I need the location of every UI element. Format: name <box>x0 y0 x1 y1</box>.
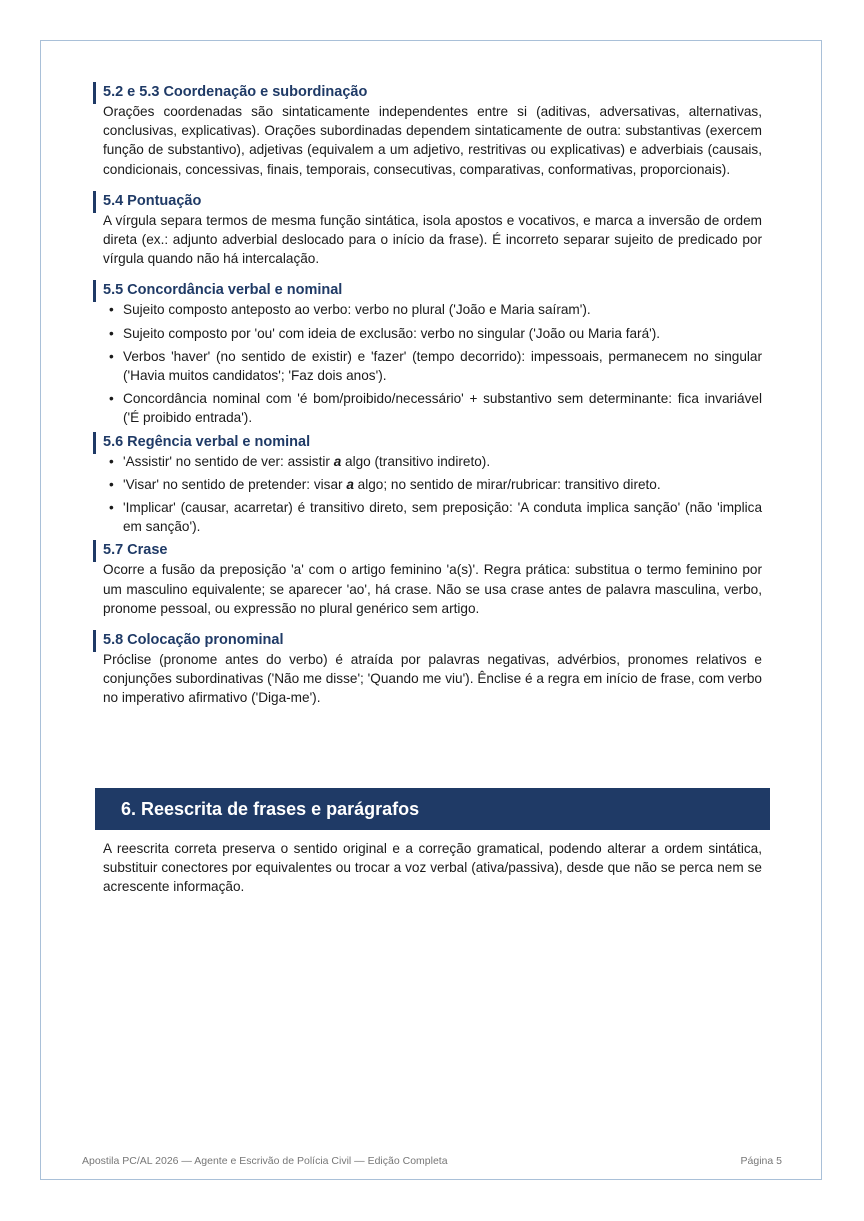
section-regencia <box>103 432 762 537</box>
bullet-list <box>103 300 762 427</box>
section-paragraph: A vírgula separa termos de mesma função sintática, isola apostos e vocativos, e marca a inversão de ordem direta (ex.: adjunto adverbial deslocado para o início da frase). É incorreto separar sujeito de predicado por vírgula quando não há intercalação. <box>103 212 762 267</box>
section-heading: 5.4 Pontuação <box>103 191 762 211</box>
list-item: • Sujeito composto por 'ou' com ideia de exclusão: verbo no singular ('João ou Maria fará'). <box>109 325 661 341</box>
section-coordenacao <box>103 82 762 179</box>
section-crase <box>103 540 762 618</box>
page-content <box>103 80 762 708</box>
list-item: • Sujeito composto anteposto ao verbo: verbo no plural ('João e Maria saíram'). <box>109 302 591 318</box>
list-item: • Verbos 'haver' (no sentido de existir) e 'fazer' (tempo decorrido): impessoais, permanecem no singular ('Havia muitos candidatos'; 'Faz dois anos'). <box>109 348 762 384</box>
section-heading: 5.7 Crase <box>103 540 762 560</box>
list-item: • 'Visar' no sentido de pretender: visar a algo; no sentido de mirar/rubricar: transitivo direto. <box>109 476 661 492</box>
section-paragraph: Orações coordenadas são sintaticamente independentes entre si (aditivas, adversativas, alternativas, conclusivas, explicativas). Orações subordinadas dependem sintaticamente de outra: substantivas (exercem função de substantivo), adjetivas (equivalem a um adjetivo, restritivas ou explicativas) e adverbiais (causais, condicionais, concessivas, finais, temporais, consecutivas, comparativas, conformativas, proporcionais). <box>103 104 762 177</box>
chapter-title: 6. Reescrita de frases e parágrafos <box>121 799 420 819</box>
page-number: Página 5 <box>740 1155 782 1167</box>
chapter-body <box>103 839 762 897</box>
section-heading: 5.6 Regência verbal e nominal <box>103 432 762 452</box>
section-pontuacao <box>103 191 762 269</box>
footer-title: Apostila PC/AL 2026 — Agente e Escrivão de Polícia Civil — Edição Completa <box>82 1155 448 1167</box>
section-heading: 5.2 e 5.3 Coordenação e subordinação <box>103 82 762 102</box>
list-item: • Concordância nominal com 'é bom/proibido/necessário' + substantivo sem determinante: fica invariável ('É proibido entrada'). <box>109 391 762 426</box>
section-paragraph: Ocorre a fusão da preposição 'a' com o artigo feminino 'a(s)'. Regra prática: substitua o termo feminino por um masculino equivalente; se aparecer 'ao', há crase. Não se usa crase antes de palavra masculina, verbo, pronome pessoal, ou expressão no plural genérico sem artigo. <box>103 562 762 616</box>
list-item: • 'Implicar' (causar, acarretar) é transitivo direto, sem preposição: 'A conduta implica sanção' (não 'implica em sanção'). <box>109 500 762 535</box>
section-heading: 5.5 Concordância verbal e nominal <box>103 280 762 300</box>
section-heading: 5.8 Colocação pronominal <box>103 630 762 650</box>
section-paragraph: Próclise (pronome antes do verbo) é atraída por palavras negativas, advérbios, pronomes relativos e conjunções subordinativas ('Não me disse'; 'Quando me viu'). Ênclise é a regra em início de frase, com verbo no imperativo afirmativo ('Diga-me'). <box>103 652 762 706</box>
chapter-paragraph: A reescrita correta preserva o sentido original e a correção gramatical, podendo alterar a ordem sintática, substituir conectores por equivalentes ou trocar a voz verbal (ativa/passiva), desde que não se perca nem se acrescente informação. <box>103 841 762 895</box>
section-colocacao <box>103 630 762 708</box>
chapter-banner <box>95 788 770 830</box>
section-concordancia <box>103 280 762 427</box>
list-item: • 'Assistir' no sentido de ver: assistir a algo (transitivo indireto). <box>109 453 491 469</box>
bullet-list <box>103 452 762 537</box>
